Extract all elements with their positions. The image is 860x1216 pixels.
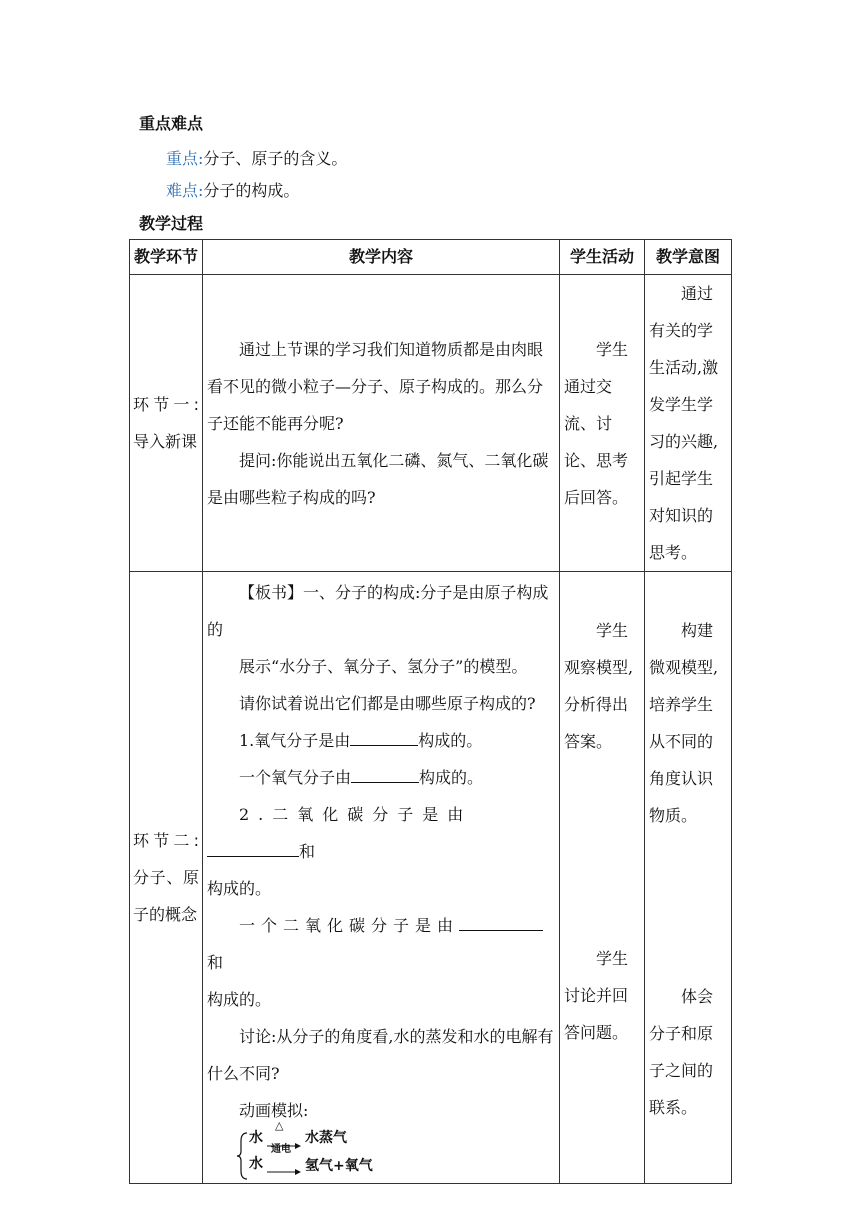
- eq2-left: 水: [249, 1156, 263, 1172]
- q1a-suffix: 构成的。: [418, 731, 483, 750]
- header-intent: 教学意图: [645, 240, 732, 275]
- stage-cell-2: 环节二:分子、原子的概念: [130, 572, 203, 1184]
- q1b-prefix: 一个氧气分子由: [239, 768, 352, 787]
- table-row: [130, 572, 732, 1184]
- answer-blank[interactable]: [351, 766, 419, 783]
- q2a-tail: 构成的。: [207, 879, 272, 898]
- q2b-prefix: 一个二氧化碳分子是由: [239, 916, 460, 935]
- lesson-table: [129, 239, 732, 1184]
- q1a-prefix: 1.氧气分子是由: [239, 731, 351, 750]
- board-text: 【板书】一、分子的构成:分子是由原子构成的: [207, 583, 549, 639]
- eq2-right: 氢气+氧气: [305, 1158, 373, 1174]
- focus-label: 重点:: [166, 149, 204, 168]
- difficulty-text: 分子的构成。: [203, 181, 300, 200]
- activity-cell-2: [560, 572, 645, 1184]
- eq1-right: 水蒸气: [305, 1130, 347, 1146]
- intent-text: 通过有关的学生活动,激发学生学习的兴趣,引起学生对知识的思考。: [649, 284, 719, 562]
- intent-text-1: 构建微观模型,培养学生从不同的角度认识物质。: [649, 621, 719, 825]
- eq2-condition: 通电: [271, 1144, 291, 1155]
- difficulty-label: 难点:: [166, 181, 204, 200]
- header-content: 教学内容: [203, 240, 560, 275]
- eq1-condition: △: [275, 1119, 284, 1132]
- discuss-text: 讨论:从分子的角度看,水的蒸发和水的电解有什么不同?: [207, 1027, 554, 1083]
- stage-cell-1: 环节一:导入新课: [130, 275, 203, 572]
- activity-text-2: 学生讨论并回答问题。: [564, 949, 629, 1042]
- reaction-diagram: [237, 1119, 555, 1183]
- q1b-suffix: 构成的。: [419, 768, 484, 787]
- content-cell-2: [203, 572, 560, 1184]
- q2b-tail: 构成的。: [207, 990, 272, 1009]
- intent-cell-2: [645, 572, 732, 1184]
- question-1b: [207, 759, 555, 796]
- q2a-prefix: 2.二氧化碳分子是由: [239, 805, 473, 824]
- content-question: 提问:你能说出五氧化二磷、氮气、二氧化碳是由哪些粒子构成的吗?: [207, 450, 549, 507]
- q2a-and: 和: [299, 842, 316, 861]
- eq1-left: 水: [249, 1130, 263, 1146]
- focus-line: [166, 146, 347, 169]
- content-paragraph: 通过上节课的学习我们知道物质都是由肉眼看不见的微小粒子—分子、原子构成的。那么分子还能不能再分呢?: [207, 339, 544, 433]
- intent-text-2: 体会分子和原子之间的联系。: [649, 987, 714, 1117]
- animation-label: 动画模拟:: [239, 1101, 309, 1120]
- activity-text-1: 学生观察模型,分析得出答案。: [564, 621, 634, 751]
- answer-blank[interactable]: [459, 914, 543, 931]
- answer-blank[interactable]: [207, 840, 299, 857]
- activity-cell-1: [560, 275, 645, 572]
- activity-text: 学生通过交流、讨论、思考后回答。: [564, 339, 629, 507]
- content-cell-1: [203, 275, 560, 572]
- question-1a: [207, 722, 555, 759]
- table-row: [130, 275, 732, 572]
- ask-text: 请你试着说出它们都是由哪些原子构成的?: [239, 694, 536, 713]
- show-text: 展示“水分子、氧分子、氢分子”的模型。: [239, 657, 528, 676]
- question-2a: [207, 796, 555, 907]
- process-heading: 教学过程: [139, 214, 204, 233]
- key-points-heading: 重点难点: [139, 114, 204, 133]
- q2b-and: 和: [207, 953, 224, 972]
- difficulty-line: [166, 178, 299, 201]
- intent-cell-1: [645, 275, 732, 572]
- header-activity: 学生活动: [560, 240, 645, 275]
- answer-blank[interactable]: [350, 729, 418, 746]
- header-stage: 教学环节: [130, 240, 203, 275]
- question-2b: [207, 907, 555, 1018]
- focus-text: 分子、原子的含义。: [203, 149, 348, 168]
- table-header-row: [130, 240, 732, 275]
